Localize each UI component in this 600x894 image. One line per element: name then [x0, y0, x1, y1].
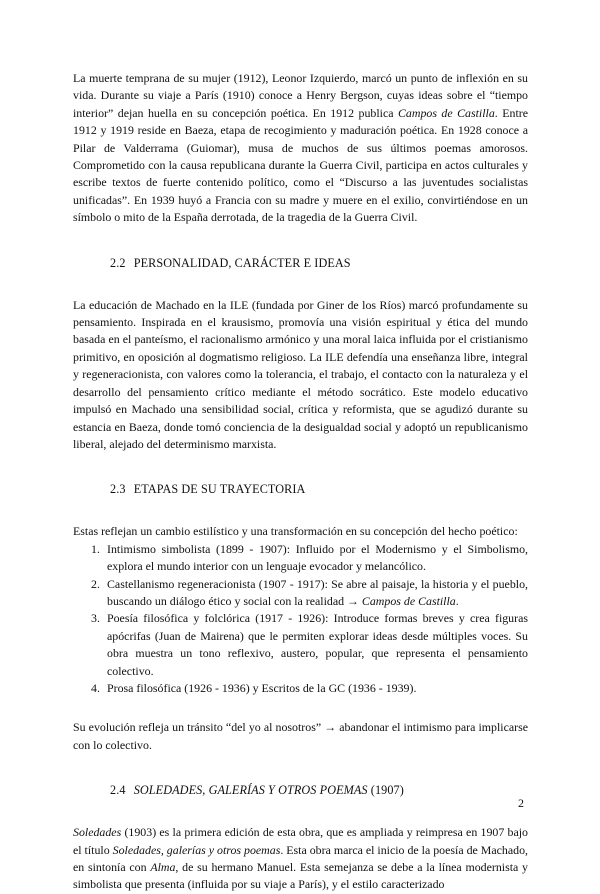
stages-list — [73, 541, 528, 698]
paragraph-evolution: Su evolución refleja un tránsito “del yo al nosotros” → abandonar el intimismo para implicarse con lo colectivo. — [73, 720, 528, 752]
paragraph-stages-intro: Estas reflejan un cambio estilístico y una transformación en su concepción del hecho poético: — [73, 524, 518, 539]
list-item: 2. Castellanismo regeneracionista (1907 - 1917): Se abre al paisaje, la historia y el pueblo, buscando un diálogo ético y social con la realidad → Campos de Castilla. — [91, 576, 528, 608]
page-content — [73, 70, 528, 894]
list-item: 1. Intimismo simbolista (1899 - 1907): Influido por el Modernismo y el Simbolismo, explora el mundo interior con un lenguaje evocador y melancólico. — [91, 541, 528, 574]
section-heading-2-3: 2.3 ETAPAS DE SU TRAYECTORIA — [110, 482, 306, 497]
section-heading-2-2: 2.2 PERSONALIDAD, CARÁCTER E IDEAS — [110, 255, 351, 270]
paragraph-soledades: Soledades (1903) es la primera edición de esta obra, que es ampliada y reimpresa en 1907 bajo el título Soledades, galerías y otros poemas. Esta obra marca el inicio de la poesía de Machado, en sintonía con Alma, de su hermano Manuel. Esta semejanza se debe a la línea modernista y simbolista que presenta (influida por su viaje a París), y el estilo caracterizado — [73, 825, 528, 892]
page-number: 2 — [518, 796, 524, 810]
list-item: 3. Poesía filosófica y folclórica (1917 - 1926): Introduce formas breves y crea figuras apócrifas (Juan de Mairena) que le permiten explorar ideas desde múltiples voces. Su obra muestra un tono reflexivo, austero, popular, que representa el pensamiento colectivo. — [91, 611, 528, 678]
list-item: 4. Prosa filosófica (1926 - 1936) y Escritos de la GC (1936 - 1939). — [91, 680, 417, 695]
paragraph-biography: La muerte temprana de su mujer (1912), Leonor Izquierdo, marcó un punto de inflexión en su vida. Durante su viaje a París (1910) conoce a Henry Bergson, cuyas ideas sobre el “tiempo interior” dejan huella en su concepción poética. En 1912 publica Campos de Castilla. Entre 1912 y 1919 reside en Baeza, etapa de recogimiento y maduración poética. En 1928 conoce a Pilar de Valderrama (Guiomar), musa de muchos de sus últimos poemas amorosos. Comprometido con la causa republicana durante la Guerra Civil, participa en actos culturales y escribe textos de fuerte contenido político, como el “Discurso a las juventudes socialistas unificadas”. En 1939 huyó a Francia con su madre y muere en el exilio, convirtiéndose en un símbolo o mito de la España derrotada, de la tragedia de la Guerra Civil. — [73, 71, 528, 225]
book-title-campos: Campos de Castilla — [397, 105, 495, 120]
paragraph-education: La educación de Machado en la ILE (fundada por Giner de los Ríos) marcó profundamente su pensamiento. Inspirada en el krausismo, promovía una visión espiritual y ética del mundo basada en el panteísmo, el racionalismo armónico y una moral laica influida por el cristianismo primitivo, en oposición al dogmatismo religioso. La ILE defendía una enseñanza libre, integral y regeneracionista, con valores como la tolerancia, el trabajo, el contacto con la naturaleza y el desarrollo del pensamiento crítico mediante el método socrático. Este modelo educativo impulsó en Machado una sensibilidad social, crítica y reformista, que se agudizó durante su estancia en Baeza, donde tomó conciencia de la desigualdad social y adoptó un republicanismo liberal, alejado del determinismo marxista. — [73, 297, 528, 451]
section-heading-2-4: 2.4 SOLEDADES, GALERÍAS Y OTROS POEMAS (1907) — [110, 783, 404, 798]
